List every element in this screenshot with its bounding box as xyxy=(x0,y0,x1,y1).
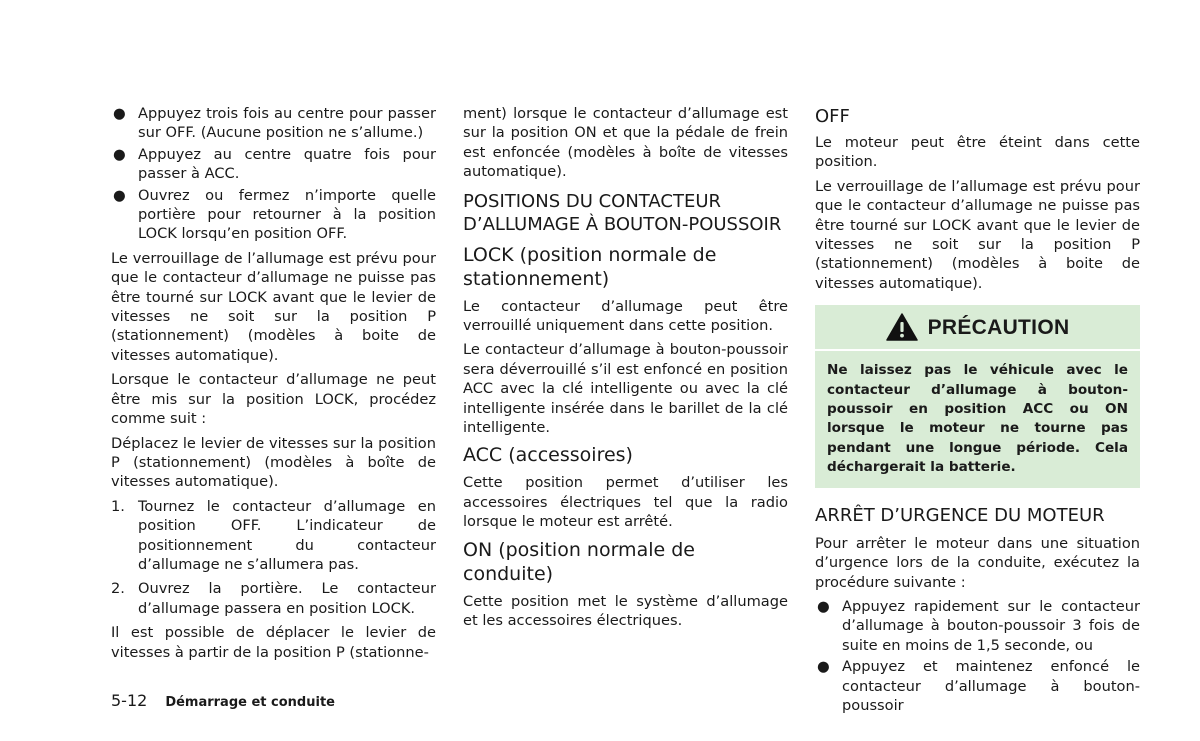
subsection-title-off: OFF xyxy=(815,106,850,127)
list-item: ● Appuyez et maintenez enfoncé le contacteur d’allumage à bouton-poussoir xyxy=(817,658,1140,714)
caution-box xyxy=(815,305,1140,487)
paragraph: Pour arrêter le moteur dans une situation d’urgence lors de la conduite, exécutez la procédure suivante : xyxy=(815,534,1140,591)
paragraph: Cette position permet d’utiliser les accessoires électriques tel que la radio lorsque le moteur est arrêté. xyxy=(463,474,788,531)
paragraph: Le contacteur d’allumage à bouton-poussoir sera déverrouillé s’il est enfoncé en position ACC avec la clé intelligente ou avec la clé intelligente insérée dans le barillet de la clé intelligente. xyxy=(463,341,788,437)
paragraph: Lorsque le contacteur d’allumage ne peut être mis sur la position LOCK, procédez comme suit : xyxy=(111,371,436,428)
bullet-dot-icon: ● xyxy=(113,186,126,204)
subsection-title-acc: ACC (accessoires) xyxy=(463,444,633,467)
step-number: 1. xyxy=(111,497,125,515)
numbered-step: 1. Tournez le contacteur d’allumage en position OFF. L’indicateur de positionnement du contacteur d’allumage ne s’allumera pas. xyxy=(111,497,436,573)
section-title-emergency: ARRÊT D’URGENCE DU MOTEUR xyxy=(815,504,1105,526)
paragraph: ment) lorsque le contacteur d’allumage est sur la position ON et que la pédale de frein est enfoncée (modèles à boîte de vitesses automatique). xyxy=(463,105,788,181)
caution-title: PRÉCAUTION xyxy=(927,315,1070,339)
paragraph: Cette position met le système d’allumage et les accessoires électriques. xyxy=(463,592,788,630)
numbered-step: 2. Ouvrez la portière. Le contacteur d’allumage passera en position LOCK. xyxy=(111,580,436,617)
list-item: ● Ouvrez ou fermez n’importe quelle portière pour retourner à la position LOCK lorsqu’en position OFF. xyxy=(113,186,436,243)
paragraph: Le verrouillage de l’allumage est prévu pour que le contacteur d’allumage ne puisse pas être tourné sur LOCK avant que le levier de vitesses ne soit sur la position P (stationnement) (modèles à boite de vitesses automatique). xyxy=(815,177,1140,292)
warning-triangle-icon xyxy=(886,313,918,341)
subsection-title-on: ON (position normale de conduite) xyxy=(463,538,695,585)
page-number: 5-12 xyxy=(111,691,148,710)
column-middle xyxy=(463,104,788,636)
paragraph: Le moteur peut être éteint dans cette position. xyxy=(815,134,1140,171)
list-item: ● Appuyez trois fois au centre pour passer sur OFF. (Aucune position ne s’allume.) xyxy=(113,105,436,142)
paragraph: Il est possible de déplacer le levier de vitesses à partir de la position P (stationne- xyxy=(111,624,436,661)
subsection-title-lock: LOCK (position normale de stationnement) xyxy=(463,243,717,290)
paragraph: Le verrouillage de l’allumage est prévu pour que le contacteur d’allumage ne puisse pas être tourné sur LOCK avant que le levier de vitesses ne soit sur la position P (stationnement) (modèles à boite de vitesses automatique). xyxy=(111,249,436,364)
bullet-dot-icon: ● xyxy=(817,658,830,676)
column-right xyxy=(815,104,1140,717)
column-left xyxy=(111,104,436,667)
caution-text: Ne laissez pas le véhicule avec le contacteur d’allumage à bouton-poussoir en position ACC ou ON lorsque le moteur ne tourne pas pendant une longue période. Cela déchargerait la batterie. xyxy=(827,362,1128,476)
page-footer xyxy=(111,691,335,710)
paragraph: Déplacez le levier de vitesses sur la position P (stationnement) (modèles à boîte de vitesses automatique). xyxy=(111,434,436,491)
chapter-title: Démarrage et conduite xyxy=(165,695,335,710)
bullet-dot-icon: ● xyxy=(113,105,126,122)
section-title: POSITIONS DU CONTACTEUR D’ALLUMAGE À BOUTON-POUSSOIR xyxy=(463,190,782,235)
paragraph: Le contacteur d’allumage peut être verrouillé uniquement dans cette position. xyxy=(463,297,788,335)
bullet-dot-icon: ● xyxy=(817,597,830,615)
caution-header xyxy=(815,305,1140,351)
step-number: 2. xyxy=(111,580,125,598)
list-item: ● Appuyez rapidement sur le contacteur d’allumage à bouton-poussoir 3 fois de suite en moins de 1,5 seconde, ou xyxy=(817,597,1140,654)
bullet-dot-icon: ● xyxy=(113,145,126,163)
list-item: ● Appuyez au centre quatre fois pour passer à ACC. xyxy=(113,145,436,183)
